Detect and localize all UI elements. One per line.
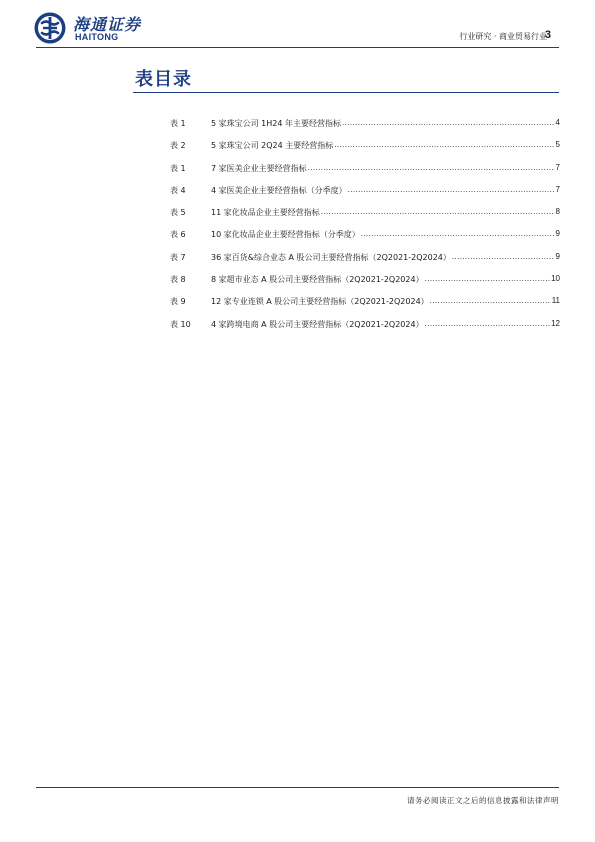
- toc-entry-label: 表 2: [170, 141, 186, 151]
- logo-chinese-name: 海通证券: [73, 15, 142, 34]
- toc-entry-title: 10 家化妆品企业主要经营指标（分季度）: [211, 230, 360, 240]
- page-header: [0, 0, 595, 50]
- toc-entry-page: 8: [555, 207, 560, 217]
- title-divider: [133, 92, 559, 93]
- toc-entry-title: 7 家医美企业主要经营指标: [211, 163, 307, 173]
- toc-entry[interactable]: [170, 296, 560, 318]
- toc-entry[interactable]: [170, 185, 560, 207]
- toc-entry[interactable]: [170, 252, 560, 274]
- toc-entry-title: 8 家超市业态 A 股公司主要经营指标（2Q2021-2Q2024）: [211, 275, 424, 285]
- toc-leader-dots: [430, 296, 551, 305]
- toc-entry[interactable]: [170, 118, 560, 140]
- toc-entry-label: 表 6: [170, 230, 186, 240]
- haitong-logo: [33, 11, 153, 45]
- toc-entry-page: 12: [551, 318, 560, 328]
- haitong-logo-icon: [33, 11, 67, 45]
- footer-divider: [36, 787, 559, 788]
- toc-entry-label: 表 9: [170, 297, 186, 307]
- toc-entry-title: 4 家医美企业主要经营指标（分季度）: [211, 185, 347, 195]
- toc-leader-dots: [321, 207, 555, 216]
- toc-leader-dots: [425, 274, 551, 283]
- toc-entry-title: 36 家百货&综合业态 A 股公司主要经营指标（2Q2021-2Q2024）: [211, 252, 451, 262]
- toc-entry-label: 表 5: [170, 208, 186, 218]
- toc-entry-title: 5 家珠宝公司 1H24 年主要经营指标: [211, 119, 342, 128]
- toc-leader-dots: [452, 252, 555, 261]
- toc-entry-label: 表 4: [170, 185, 186, 195]
- toc-entry-page: 5: [555, 140, 560, 150]
- logo-english-name: HAITONG: [75, 32, 119, 42]
- toc-entry[interactable]: [170, 140, 560, 162]
- footer-disclaimer: 请务必阅读正文之后的信息披露和法律声明: [407, 796, 559, 805]
- toc-entry[interactable]: [170, 319, 560, 341]
- toc-entry[interactable]: [170, 163, 560, 185]
- toc-entry-title: 4 家跨境电商 A 股公司主要经营指标（2Q2021-2Q2024）: [211, 319, 424, 329]
- toc-entry-page: 11: [551, 296, 560, 306]
- toc-entry[interactable]: [170, 229, 560, 251]
- toc-entry-page: 7: [555, 184, 560, 194]
- toc-leader-dots: [361, 229, 555, 238]
- toc-entry-title: 12 家专业连锁 A 股公司主要经营指标（2Q2021-2Q2024）: [211, 297, 429, 307]
- header-divider: [36, 47, 559, 48]
- toc-entry-label: 表 10: [170, 319, 191, 329]
- toc-entry-page: 9: [555, 229, 560, 239]
- toc-entry-label: 表 1: [170, 163, 186, 173]
- report-category: 行业研究 · 商业贸易行业: [459, 32, 547, 41]
- page-number: 3: [544, 29, 551, 41]
- toc-entry-page: 4: [555, 118, 560, 127]
- toc-entry-page: 9: [555, 251, 560, 261]
- toc-leader-dots: [425, 319, 551, 328]
- toc-entry-title: 5 家珠宝公司 2Q24 主要经营指标: [211, 141, 334, 151]
- toc-title: 表目录: [135, 69, 192, 90]
- toc-leader-dots: [348, 185, 555, 194]
- toc-entry-label: 表 1: [170, 119, 186, 128]
- toc-leader-dots: [342, 118, 555, 127]
- toc-leader-dots: [308, 163, 555, 172]
- toc-entry-label: 表 7: [170, 252, 186, 262]
- toc-leader-dots: [334, 140, 554, 149]
- toc-entry-page: 10: [551, 274, 560, 284]
- toc-entry[interactable]: [170, 207, 560, 229]
- toc-entry[interactable]: [170, 274, 560, 296]
- toc-entry-page: 7: [555, 162, 560, 172]
- toc-entry-label: 表 8: [170, 275, 186, 285]
- toc-list: [170, 118, 560, 341]
- toc-entry-title: 11 家化妆品企业主要经营指标: [211, 208, 320, 218]
